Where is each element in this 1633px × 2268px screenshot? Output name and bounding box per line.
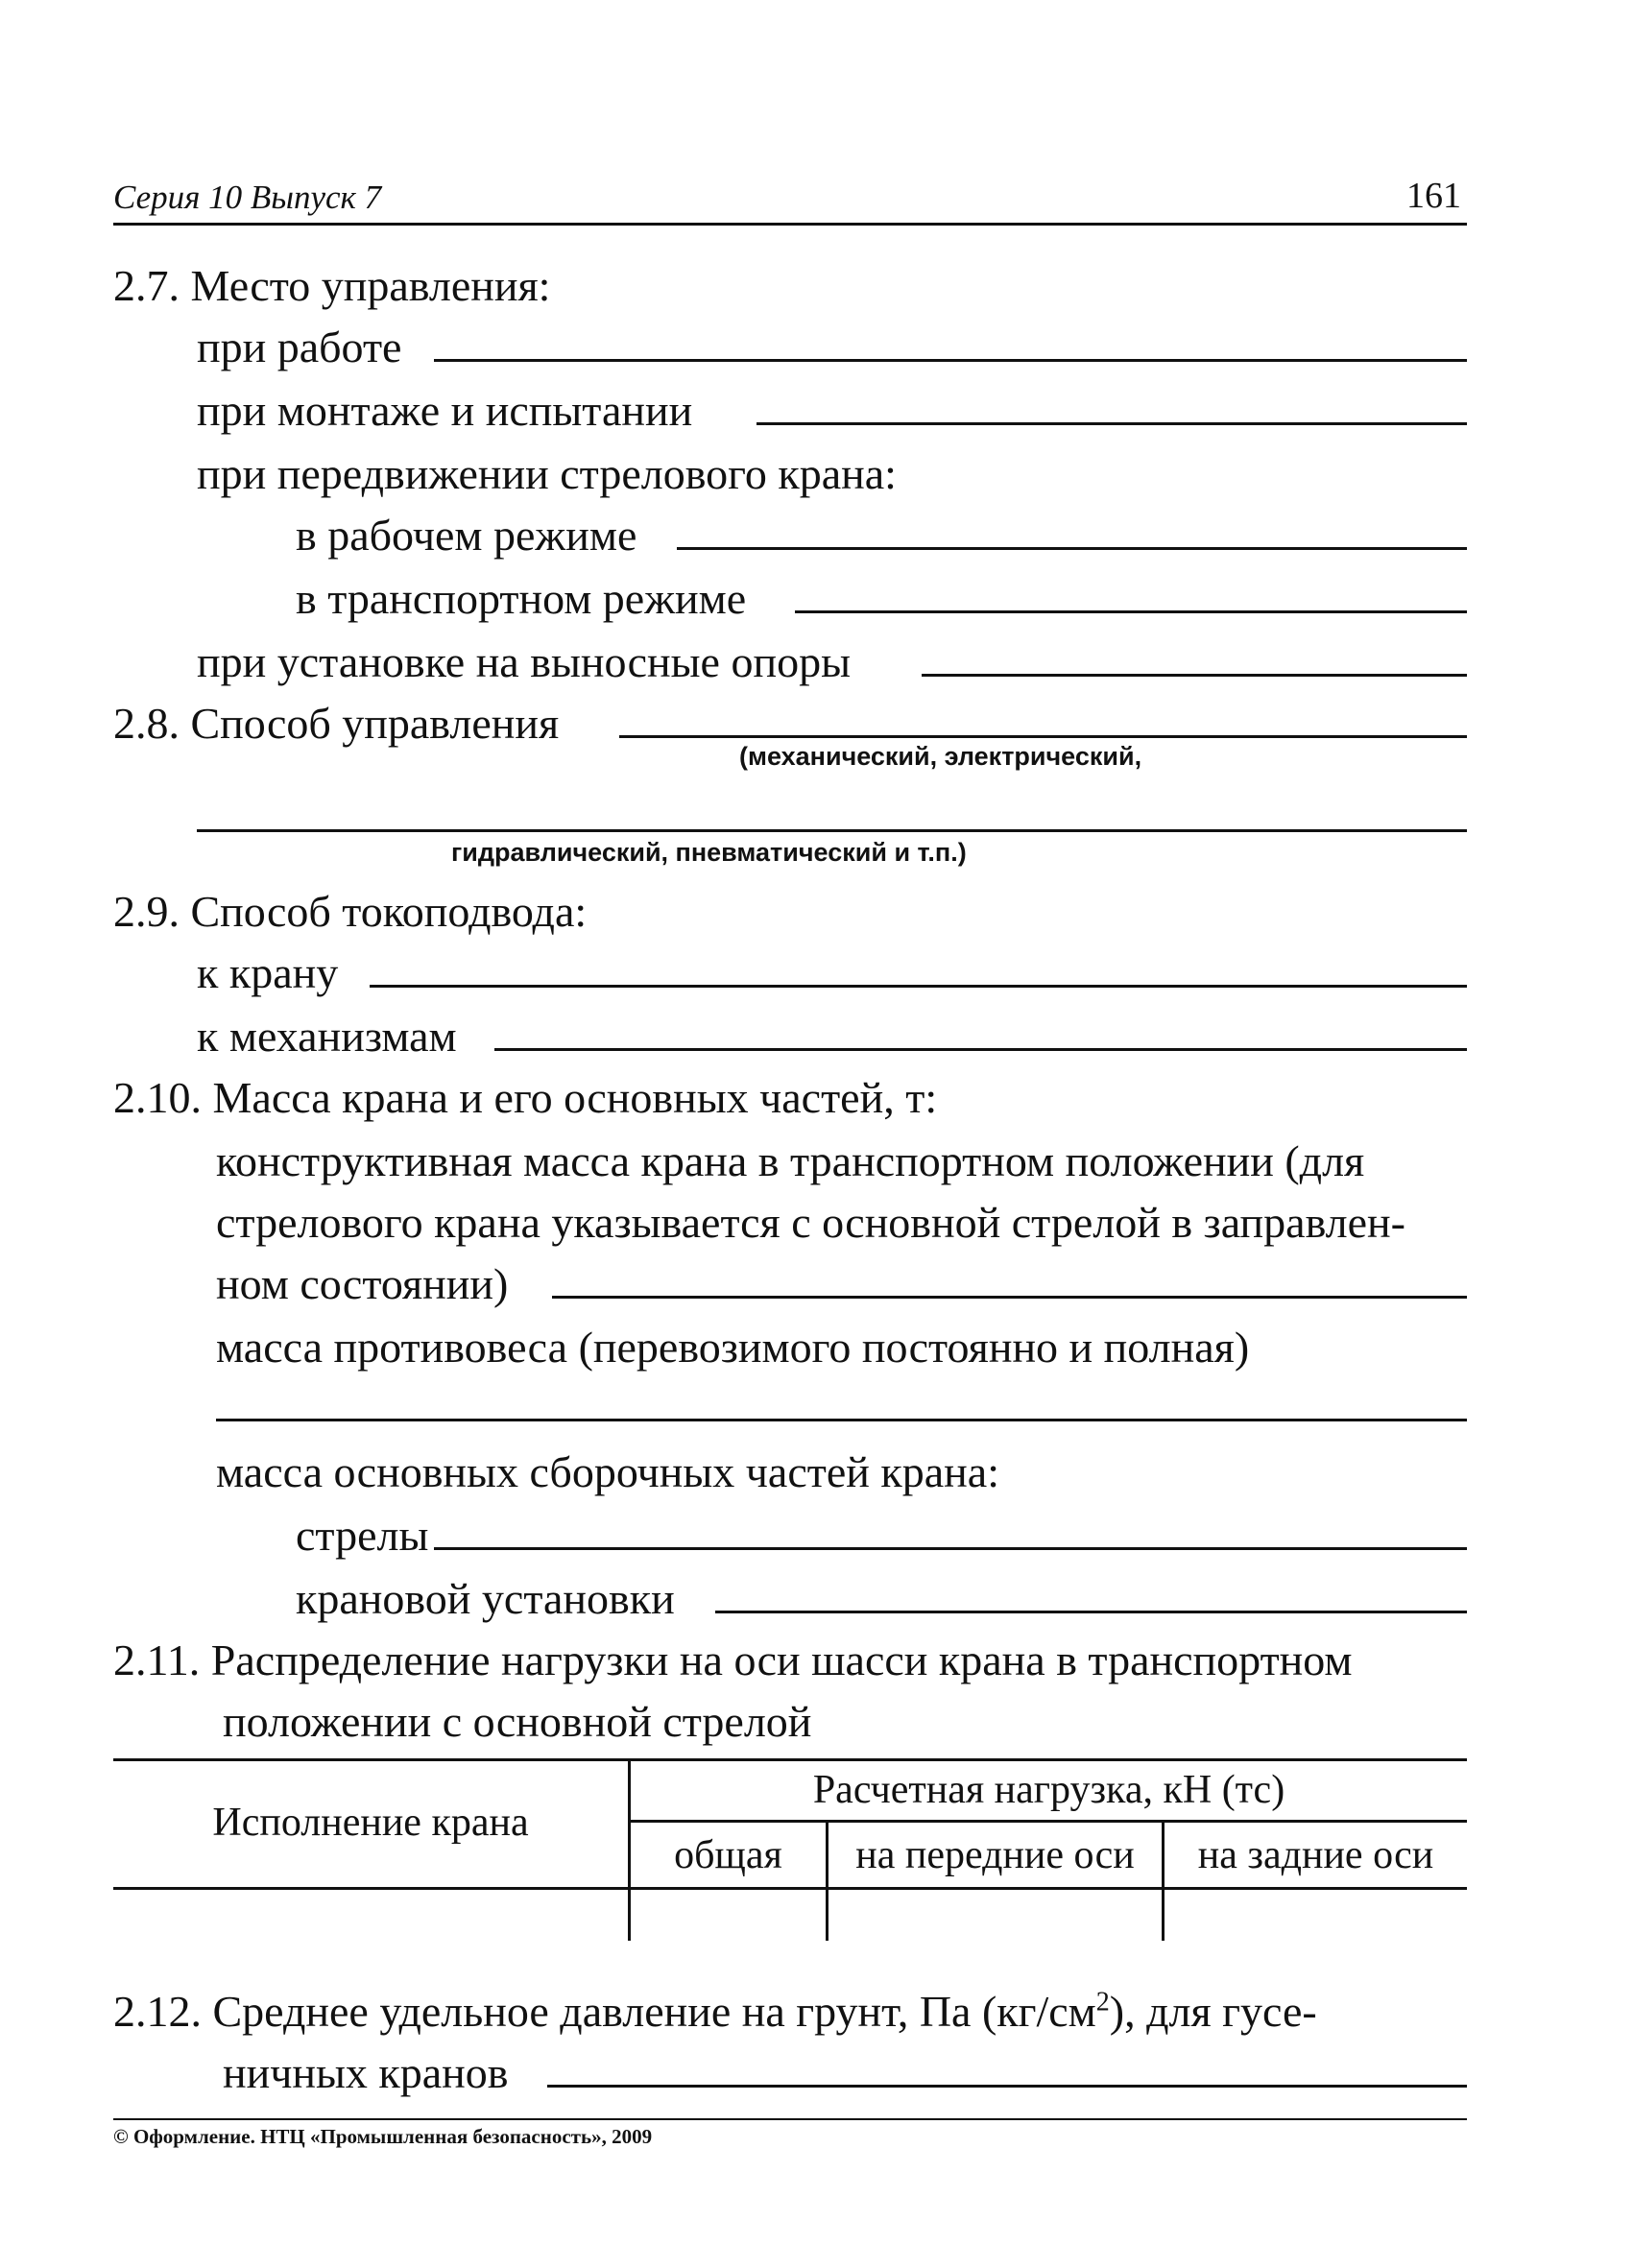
section-2-10-title: 2.10. Масса крана и его основных частей, т:	[113, 1073, 938, 1122]
field-label-to-crane: к крану	[197, 948, 339, 997]
field-label-outriggers: при установке на выносные опоры	[197, 637, 851, 686]
field-label-boom: стрелы	[296, 1511, 429, 1560]
field-label-to-mech: к механизмам	[197, 1012, 457, 1061]
field-label-move: при передвижении стрелового крана:	[197, 449, 897, 498]
hint-control-method-1: (механический, электрический,	[739, 742, 1142, 771]
section-2-12-title-b: ), для гусе-	[1109, 1987, 1317, 2036]
section-2-7-title: 2.7. Место управления:	[113, 261, 551, 310]
field-blank-outriggers[interactable]	[922, 674, 1467, 677]
superscript-2: 2	[1095, 1987, 1110, 2017]
section-2-11-title: 2.11. Распределение нагрузки на оси шасси крана в транспортном	[113, 1635, 1353, 1684]
section-2-12-title-a: 2.12. Среднее удельное давление на грунт, Па (кг/см	[113, 1987, 1096, 2036]
field-blank-to-mech[interactable]	[494, 1048, 1467, 1051]
field-blank-move-work[interactable]	[677, 547, 1467, 550]
table-header-total: общая	[674, 1833, 782, 1877]
field-blank-crane-unit[interactable]	[715, 1611, 1467, 1613]
table-header-rear-axles: на задние оси	[1197, 1833, 1434, 1877]
field-label-parts: масса основных сборочных частей крана:	[216, 1447, 999, 1496]
field-label-crane-unit: крановой установки	[296, 1574, 675, 1623]
hint-control-method-2: гидравлический, пневматический и т.п.)	[451, 838, 967, 867]
table-group-rule	[628, 1820, 1467, 1823]
field-label-tracked-cranes: ничных кранов	[223, 2048, 509, 2097]
section-2-9-title: 2.9. Способ токоподвода:	[113, 887, 588, 936]
section-2-12-title	[113, 1985, 1317, 2039]
table-cell-crane-version[interactable]	[113, 1890, 628, 1941]
table-header-front-axles: на передние оси	[855, 1833, 1135, 1877]
table-header-design-load: Расчетная нагрузка, кН (тс)	[812, 1768, 1285, 1812]
constructive-mass-line3: ном состоянии)	[216, 1259, 509, 1308]
field-blank-work[interactable]	[434, 359, 1467, 362]
field-label-mount: при монтаже и испытании	[197, 386, 693, 435]
field-label-move-work: в рабочем режиме	[296, 511, 637, 560]
page-number: 161	[1406, 176, 1461, 216]
field-blank-control-method-2[interactable]	[197, 829, 1467, 832]
axle-load-table	[113, 1758, 1467, 1941]
copyright-footer: © Оформление. НТЦ «Промышленная безопасность», 2009	[113, 2125, 653, 2148]
field-blank-move-transport[interactable]	[795, 610, 1467, 613]
field-blank-to-crane[interactable]	[370, 985, 1467, 988]
table-cell-total[interactable]	[631, 1890, 826, 1941]
section-2-11-title-line2: положении с основной стрелой	[223, 1697, 812, 1746]
field-blank-ground-pressure[interactable]	[547, 2085, 1467, 2088]
constructive-mass-line2: стрелового крана указывается с основной стрелой в заправлен-	[216, 1198, 1405, 1247]
table-header-crane-version: Исполнение крана	[212, 1801, 529, 1845]
table-cell-front-axles[interactable]	[829, 1890, 1162, 1941]
field-blank-mount[interactable]	[756, 422, 1467, 425]
field-blank-constructive-mass[interactable]	[552, 1296, 1467, 1299]
field-label-counterweight: масса противовеса (перевозимого постоянно и полная)	[216, 1323, 1250, 1372]
field-blank-boom[interactable]	[434, 1547, 1467, 1550]
field-blank-control-method[interactable]	[619, 735, 1467, 738]
constructive-mass-line1: конструктивная масса крана в транспортном положении (для	[216, 1136, 1365, 1185]
field-blank-counterweight[interactable]	[216, 1419, 1467, 1421]
field-label-work: при работе	[197, 322, 402, 371]
section-2-8-title: 2.8. Способ управления	[113, 699, 560, 748]
header-rule	[113, 223, 1467, 226]
table-cell-rear-axles[interactable]	[1165, 1890, 1467, 1941]
footer-rule	[113, 2118, 1467, 2120]
series-label: Серия 10 Выпуск 7	[113, 179, 382, 216]
field-label-move-transport: в транспортном режиме	[296, 574, 747, 623]
table-top-rule	[113, 1758, 1467, 1761]
